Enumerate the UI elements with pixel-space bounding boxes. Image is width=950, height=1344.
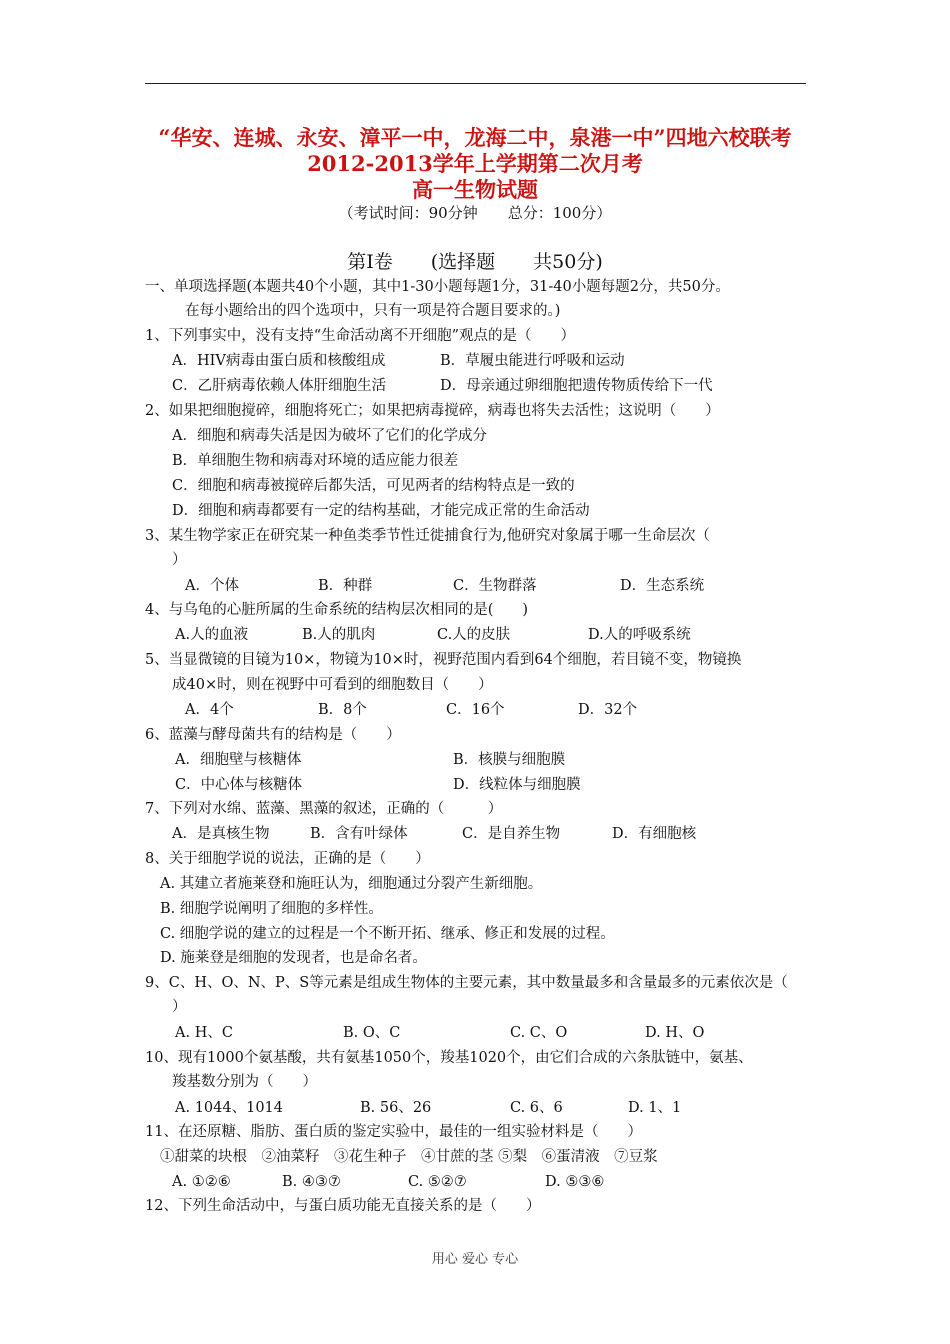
question-9-stem-cont: ）: [172, 999, 187, 1015]
question-3-stem: 3、某生物学家正在研究某一种鱼类季节性迁徙捕食行为,他研究对象属于哪一生命层次（: [145, 528, 710, 544]
question-8-stem: 8、关于细胞学说的说法，正确的是（ ）: [145, 851, 430, 867]
question-4-option-c: C.人的皮肤: [437, 627, 511, 643]
question-7-option-d: D．有细胞核: [612, 826, 697, 842]
question-8-option-a: A. 其建立者施莱登和施旺认为，细胞通过分裂产生新细胞。: [160, 876, 543, 892]
question-3-option-b: B．种群: [318, 578, 373, 594]
exam-title-line3: 高一生物试题: [412, 177, 538, 202]
question-6-option-c: C．中心体与核糖体: [175, 777, 303, 793]
section-title: 第Ⅰ卷 (选择题 共50分): [347, 251, 603, 273]
question-9-option-a: A. H、C: [175, 1025, 233, 1041]
question-11-option-b: B. ④③⑦: [282, 1174, 341, 1190]
question-5-option-a: A．4个: [185, 702, 234, 718]
question-4-option-d: D.人的呼吸系统: [588, 627, 691, 643]
question-7-option-b: B．含有叶绿体: [310, 826, 408, 842]
question-10-option-d: D. 1、1: [628, 1100, 682, 1116]
question-3-option-c: C．生物群落: [453, 578, 537, 594]
question-1-option-d: D．母亲通过卵细胞把遗传物质传给下一代: [440, 378, 713, 394]
question-2-option-a: A．细胞和病毒失活是因为破坏了它们的化学成分: [172, 428, 487, 444]
section-instructions: 一、单项选择题(本题共40个小题，其中1-30小题每题1分，31-40小题每题2分，共50分。: [145, 279, 730, 295]
question-4-option-b: B.人的肌肉: [302, 627, 376, 643]
question-10-option-a: A. 1044、1014: [175, 1100, 283, 1116]
exam-title-line2: 2012-2013学年上学期第二次月考: [307, 151, 643, 176]
question-11-option-d: D. ⑤③⑥: [545, 1174, 605, 1190]
question-2-option-d: D．细胞和病毒都要有一定的结构基础，才能完成正常的生命活动: [172, 503, 590, 519]
question-10-option-c: C. 6、6: [510, 1100, 563, 1116]
question-6-option-b: B．核膜与细胞膜: [453, 752, 566, 768]
question-5-stem: 5、当显微镜的目镜为10×，物镜为10×时，视野范围内看到64个细胞，若目镜不变，物镜换: [145, 652, 742, 668]
question-11-option-a: A. ①②⑥: [172, 1174, 231, 1190]
question-3-option-d: D．生态系统: [620, 578, 705, 594]
question-11-materials: ①甜菜的块根 ②油菜籽 ③花生种子 ④甘蔗的茎 ⑤梨 ⑥蛋清液 ⑦豆浆: [160, 1149, 658, 1165]
question-8-option-d: D. 施莱登是细胞的发现者，也是命名者。: [160, 950, 427, 966]
question-10-stem-cont: 羧基数分别为（ ）: [172, 1074, 317, 1090]
question-5-option-c: C．16个: [446, 702, 505, 718]
question-6-option-a: A．细胞壁与核糖体: [175, 752, 302, 768]
question-5-stem-cont: 成40×时，则在视野中可看到的细胞数目（ ）: [172, 677, 493, 693]
page-footer: 用心 爱心 专心: [431, 1252, 519, 1267]
question-11-stem: 11、在还原糖、脂肪、蛋白质的鉴定实验中，最佳的一组实验材料是（ ）: [145, 1124, 642, 1140]
question-10-stem: 10、现有1000个氨基酸，共有氨基1050个，羧基1020个，由它们合成的六条肽链中，氨基、: [145, 1050, 753, 1066]
question-5-option-d: D．32个: [578, 702, 638, 718]
exam-info: （考试时间：90分钟 总分：100分）: [338, 204, 612, 222]
question-1-stem: 1、下列事实中，没有支持“生命活动离不开细胞”观点的是（ ）: [145, 328, 576, 344]
question-2-stem: 2、如果把细胞搅碎，细胞将死亡；如果把病毒搅碎，病毒也将失去活性；这说明（ ）: [145, 403, 720, 419]
question-6-option-d: D．线粒体与细胞膜: [453, 777, 581, 793]
question-2-option-c: C．细胞和病毒被搅碎后都失活，可见两者的结构特点是一致的: [172, 478, 575, 494]
question-1-option-a: A．HIV病毒由蛋白质和核酸组成: [172, 353, 386, 369]
question-6-stem: 6、蓝藻与酵母菌共有的结构是（ ）: [145, 727, 401, 743]
question-2-option-b: B．单细胞生物和病毒对环境的适应能力很差: [172, 453, 459, 469]
question-12-stem: 12、下列生命活动中，与蛋白质功能无直接关系的是（ ）: [145, 1198, 541, 1214]
question-9-option-c: C. C、O: [510, 1025, 568, 1041]
exam-title-line1: “华安、连城、永安、漳平一中，龙海二中，泉港一中”四地六校联考: [158, 125, 792, 150]
question-5-option-b: B．8个: [318, 702, 367, 718]
question-7-option-a: A．是真核生物: [172, 826, 270, 842]
question-1-option-b: B．草履虫能进行呼吸和运动: [440, 353, 625, 369]
question-8-option-b: B. 细胞学说阐明了细胞的多样性。: [160, 901, 383, 917]
question-9-stem: 9、C、H、O、N、P、S等元素是组成生物体的主要元素，其中数量最多和含量最多的元素依次是（: [145, 975, 788, 991]
question-4-stem: 4、与乌龟的心脏所属的生命系统的结构层次相同的是( ): [145, 602, 529, 618]
header-rule: [145, 83, 806, 84]
question-3-option-a: A．个体: [185, 578, 239, 594]
question-7-stem: 7、下列对水绵、蓝藻、黑藻的叙述，正确的（ ）: [145, 801, 503, 817]
question-7-option-c: C．是自养生物: [462, 826, 561, 842]
question-8-option-c: C. 细胞学说的建立的过程是一个不断开拓、继承、修正和发展的过程。: [160, 926, 615, 942]
question-3-stem-cont: ）: [172, 552, 187, 568]
question-4-option-a: A.人的血液: [175, 627, 249, 643]
question-9-option-b: B. O、C: [343, 1025, 401, 1041]
question-9-option-d: D. H、O: [645, 1025, 705, 1041]
question-11-option-c: C. ⑤②⑦: [408, 1174, 467, 1190]
question-1-option-c: C．乙肝病毒依赖人体肝细胞生活: [172, 378, 387, 394]
section-instructions-cont: 在每小题给出的四个选项中，只有一项是符合题目要求的。): [185, 303, 561, 319]
question-10-option-b: B. 56、26: [360, 1100, 432, 1116]
